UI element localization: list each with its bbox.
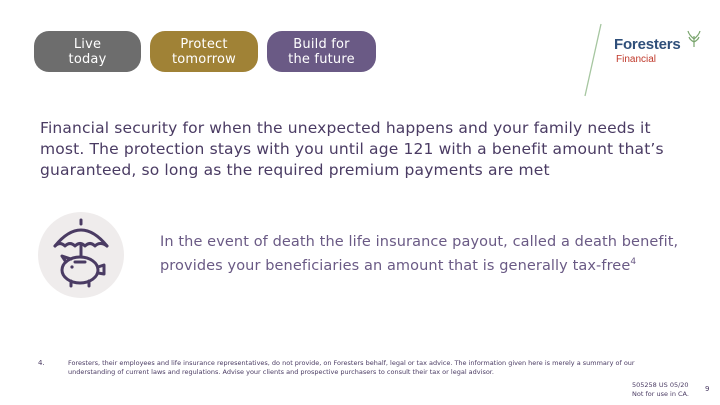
- footnote-text: Foresters, their employees and life insurance representatives, do not provide, on Foresters behalf, legal or tax advice. The information given here is merely a summary of our understanding of current laws and regulations. Advise your clients and prospective purchasers to consult their tax or legal advisor.: [68, 359, 635, 376]
- pill-build-future: [267, 31, 376, 72]
- page-number: 9: [705, 385, 710, 393]
- pill-label: Build for the future: [288, 36, 355, 67]
- footnote-number: 4.: [38, 359, 45, 367]
- detail-text: [160, 232, 680, 276]
- detail-body: In the event of death the life insurance payout, called a death benefit, provides your beneficiaries an amount that is generally tax-free: [160, 234, 679, 274]
- logo-slash-icon: [582, 22, 604, 98]
- headline: Financial security for when the unexpected happens and your family needs it most. The protection stays with you until age 121 with a benefit amount that’s guaranteed, so long as the required premium payments are met: [40, 119, 664, 179]
- umbrella-piggy-bank-icon: [38, 212, 124, 298]
- footnote-ref: 4: [630, 257, 637, 267]
- pill-label: Protect tomorrow: [171, 36, 237, 67]
- pill-live-today: [34, 31, 141, 72]
- document-code: 505258 US 05/20 Not for use in CA.: [632, 381, 689, 398]
- logo-subtitle: Financial: [616, 54, 657, 65]
- pill-label: Live today: [68, 36, 107, 67]
- pill-protect-tomorrow: [150, 31, 258, 72]
- logo-wordmark: Foresters: [614, 36, 681, 53]
- logo-leaf-icon: [686, 30, 702, 48]
